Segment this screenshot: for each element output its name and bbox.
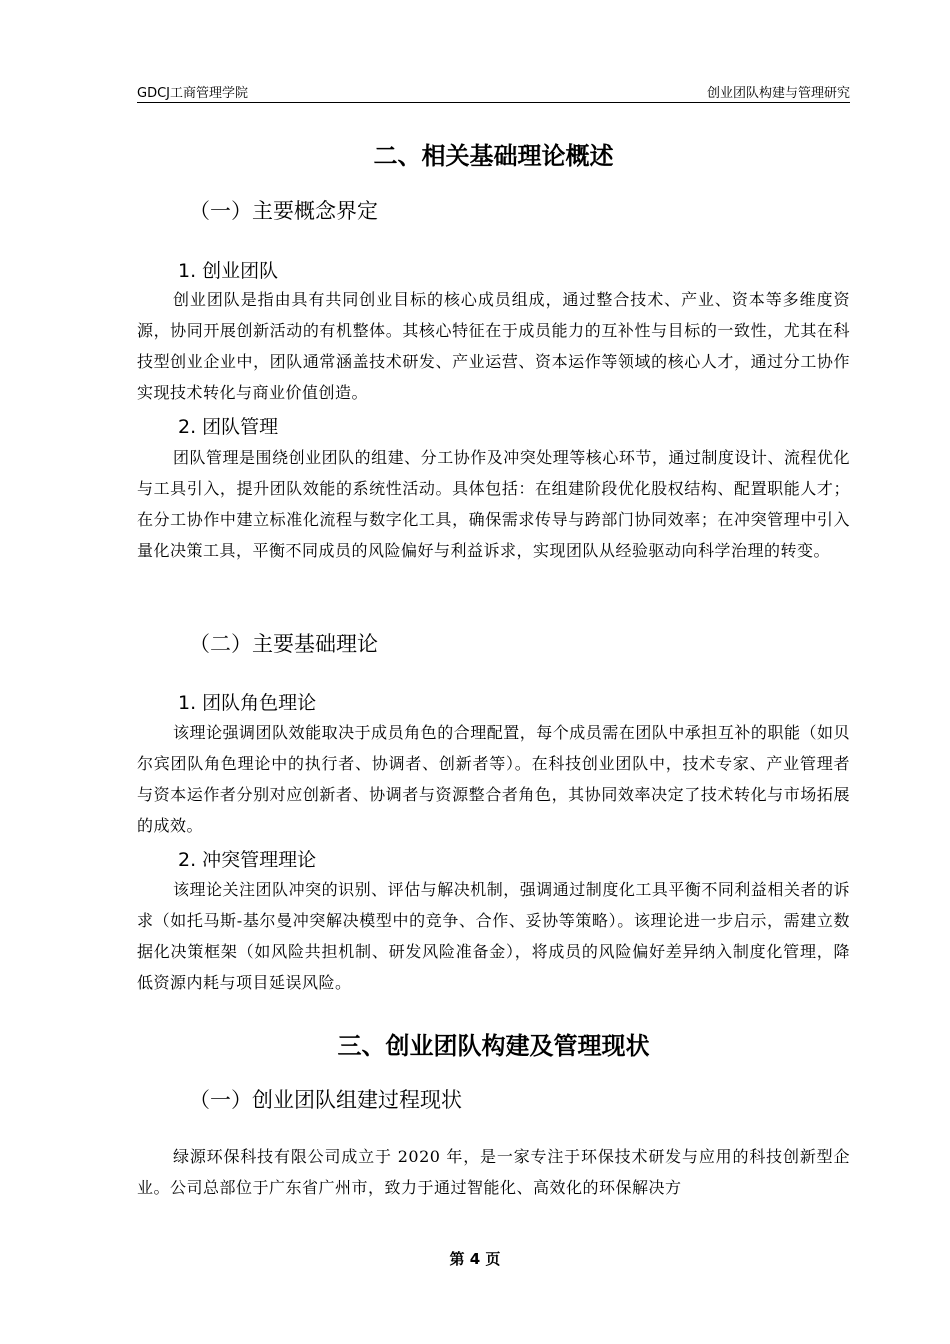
section-2-heading: 二、相关基础理论概述 <box>373 142 614 170</box>
paragraph-conflict-theory: 该理论关注团队冲突的识别、评估与解决机制，强调通过制度化工具平衡不同利益相关者的诉求（如托马斯-基尔曼冲突解决模型中的竞争、合作、妥协等策略）。该理论进一步启示，需建立数据化决策框架（如风险共担机制、研发风险准备金），将成员的风险偏好差异纳入制度化管理，降低资源内耗与项目延误风险。 <box>137 880 850 992</box>
paragraph-entrepreneurial-team: 创业团队是指由具有共同创业目标的核心成员组成，通过整合技术、产业、资本等多维度资源，协同开展创新活动的有机整体。其核心特征在于成员能力的互补性与目标的一致性，尤其在科技型创业企业中，团队通常涵盖技术研发、产业运营、资本运作等领域的核心人才，通过分工协作实现技术转化与商业价值创造。 <box>137 290 850 402</box>
header-thesis-title: 创业团队构建与管理研究 <box>706 86 850 101</box>
page-body <box>137 0 850 1344</box>
page-number: 第 4 页 <box>449 1250 501 1268</box>
item-conflict-theory-heading: 2. 冲突管理理论 <box>178 849 317 871</box>
paragraph-team-role-theory: 该理论强调团队效能取决于成员角色的合理配置，每个成员需在团队中承担互补的职能（如贝尔宾团队角色理论中的执行者、协调者、创新者等）。在科技创业团队中，技术专家、产业管理者与资本运作者分别对应创新者、协调者与资源整合者角色，其协同效率决定了技术转化与市场拓展的成效。 <box>137 723 850 835</box>
item-team-role-theory-heading: 1. 团队角色理论 <box>178 692 317 714</box>
item-entrepreneurial-team-heading: 1. 创业团队 <box>178 260 279 282</box>
item-team-management-heading: 2. 团队管理 <box>178 416 279 438</box>
paragraph-team-formation: 绿源环保科技有限公司成立于 2020 年，是一家专注于环保技术研发与应用的科技创新型企业。公司总部位于广东省广州市，致力于通过智能化、高效化的环保解决方 <box>137 1147 850 1197</box>
section-3-1-heading: （一）创业团队组建过程现状 <box>189 1088 462 1112</box>
header-institution: GDCJ工商管理学院 <box>137 86 248 101</box>
section-2-2-heading: （二）主要基础理论 <box>189 632 378 656</box>
paragraph-team-management: 团队管理是围绕创业团队的组建、分工协作及冲突处理等核心环节，通过制度设计、流程优化与工具引入，提升团队效能的系统性活动。具体包括：在组建阶段优化股权结构、配置职能人才；在分工协作中建立标准化流程与数字化工具，确保需求传导与跨部门协同效率；在冲突管理中引入量化决策工具，平衡不同成员的风险偏好与利益诉求，实现团队从经验驱动向科学治理的转变。 <box>137 448 850 560</box>
section-2-1-heading: （一）主要概念界定 <box>189 199 378 223</box>
section-3-heading: 三、创业团队构建及管理现状 <box>337 1032 650 1060</box>
